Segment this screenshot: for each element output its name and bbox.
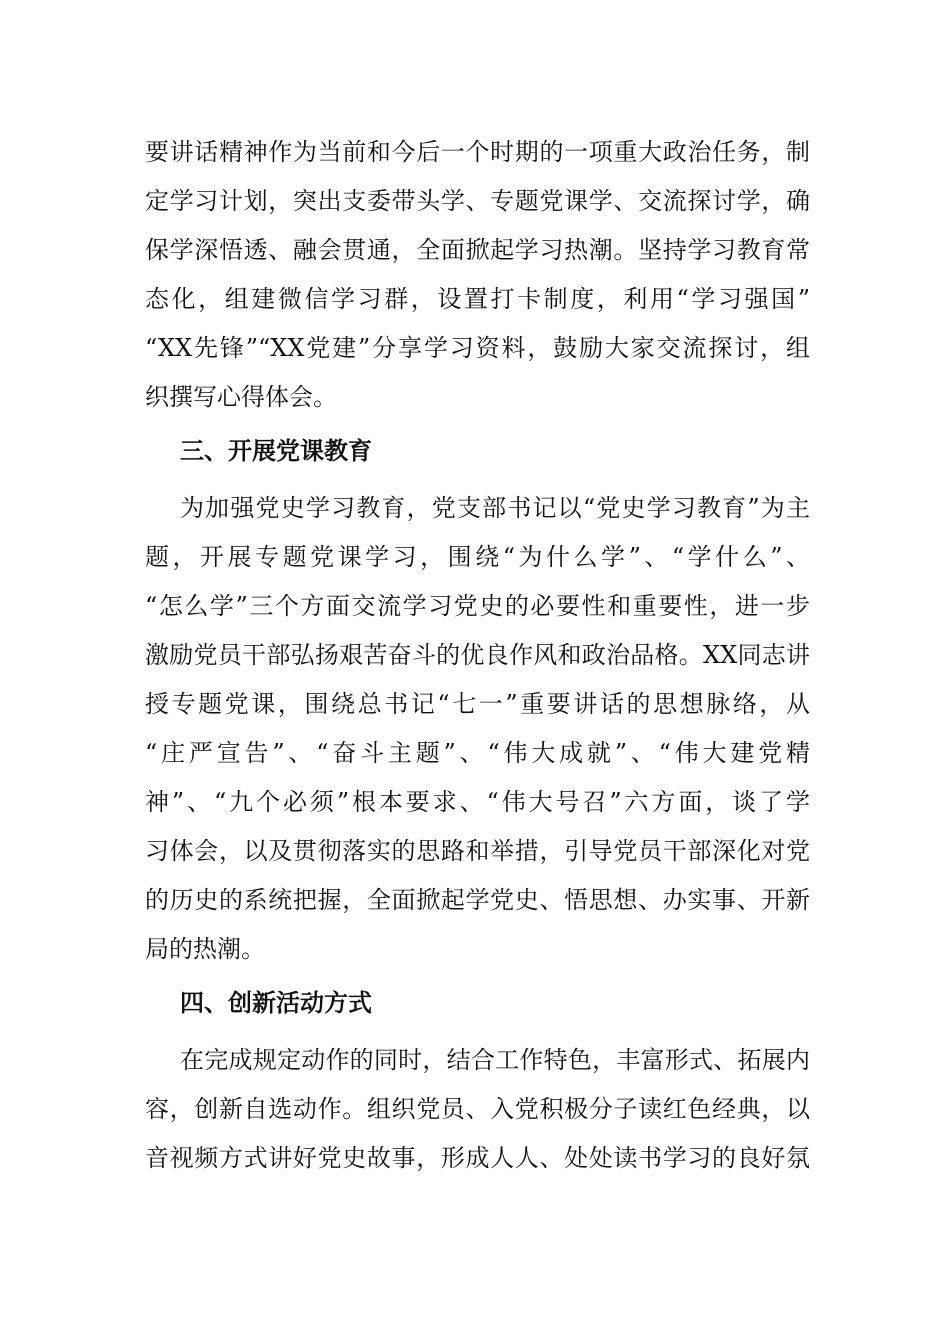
text-line: 定学习计划，突出支委带头学、专题党课学、交流探讨学，确 [145, 187, 810, 215]
document-body [145, 128, 810, 1183]
text-line: 神”、“九个必须”根本要求、“伟大号召”六方面，谈了学 [145, 788, 810, 816]
text-line: 容，创新自选动作。组织党员、入党积极分子读红色经典，以 [145, 1095, 810, 1123]
text-line: 激励党员干部弘扬艰苦奋斗的优良作风和政治品格。XX同志讲 [145, 641, 810, 669]
paragraph-study-plan [145, 128, 810, 422]
text-line: “怎么学”三个方面交流学习党史的必要性和重要性，进一步 [145, 592, 810, 620]
text-line: 为加强党史学习教育，党支部书记以“党史学习教育”为主 [180, 494, 810, 522]
section-heading-party-lecture: 三、开展党课教育 [180, 437, 372, 465]
text-line: 保学深悟透、融会贯通，全面掀起学习热潮。坚持学习教育常 [145, 236, 810, 264]
paragraph-innovative-activities [145, 1036, 810, 1183]
text-line: “XX先锋”“XX党建”分享学习资料，鼓励大家交流探讨，组 [145, 334, 810, 362]
text-line: 要讲话精神作为当前和今后一个时期的一项重大政治任务，制 [145, 138, 810, 166]
paragraph-party-lecture [145, 484, 810, 974]
text-line: 局的热潮。 [145, 935, 265, 963]
text-line: 的历史的系统把握，全面掀起学党史、悟思想、办实事、开新 [145, 886, 810, 914]
text-line: 习体会，以及贯彻落实的思路和举措，引导党员干部深化对党 [145, 837, 810, 865]
text-line: 在完成规定动作的同时，结合工作特色，丰富形式、拓展内 [180, 1046, 810, 1074]
section-heading-innovative-activities: 四、创新活动方式 [180, 989, 372, 1017]
text-line: 织撰写心得体会。 [145, 383, 337, 411]
text-line: “庄严宣告”、“奋斗主题”、“伟大成就”、“伟大建党精 [145, 739, 810, 767]
text-line: 态化，组建微信学习群，设置打卡制度，利用“学习强国” [145, 285, 810, 313]
text-line: 音视频方式讲好党史故事，形成人人、处处读书学习的良好氛 [145, 1144, 810, 1172]
text-line: 授专题党课，围绕总书记“七一”重要讲话的思想脉络，从 [145, 690, 810, 718]
text-line: 题，开展专题党课学习，围绕“为什么学”、“学什么”、 [145, 543, 810, 571]
